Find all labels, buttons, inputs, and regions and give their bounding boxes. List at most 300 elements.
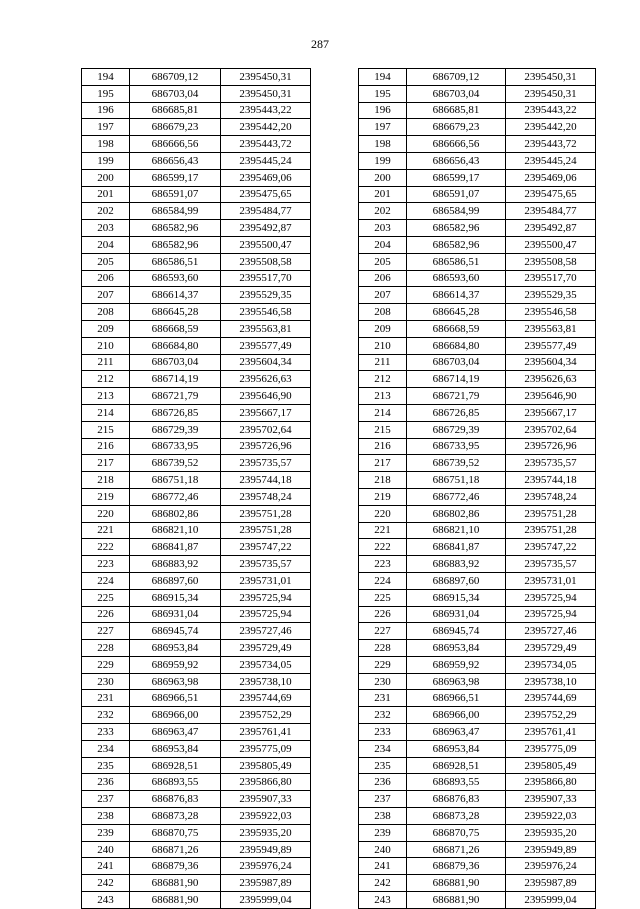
left-y-coordinate-cell: 2395751,28	[221, 505, 311, 522]
table-row	[82, 102, 596, 119]
page-number: 287	[311, 37, 329, 51]
column-gap	[311, 724, 359, 741]
column-gap	[311, 858, 359, 875]
right-point-number-cell: 206	[359, 270, 407, 287]
right-point-number-cell: 233	[359, 724, 407, 741]
right-x-coordinate-cell: 686668,59	[407, 320, 506, 337]
right-x-coordinate-cell: 686915,34	[407, 589, 506, 606]
left-y-coordinate-cell: 2395747,22	[221, 539, 311, 556]
left-y-coordinate-cell: 2395577,49	[221, 337, 311, 354]
left-x-coordinate-cell: 686897,60	[130, 572, 221, 589]
left-x-coordinate-cell: 686584,99	[130, 203, 221, 220]
left-point-number-cell: 194	[82, 69, 130, 86]
left-y-coordinate-cell: 2395702,64	[221, 421, 311, 438]
right-point-number-cell: 243	[359, 892, 407, 909]
left-x-coordinate-cell: 686684,80	[130, 337, 221, 354]
left-y-coordinate-cell: 2395735,57	[221, 455, 311, 472]
left-point-number-cell: 217	[82, 455, 130, 472]
right-x-coordinate-cell: 686586,51	[407, 253, 506, 270]
left-y-coordinate-cell: 2395546,58	[221, 304, 311, 321]
left-y-coordinate-cell: 2395949,89	[221, 841, 311, 858]
column-gap	[311, 388, 359, 405]
table-row	[82, 404, 596, 421]
right-x-coordinate-cell: 686772,46	[407, 488, 506, 505]
left-y-coordinate-cell: 2395775,09	[221, 740, 311, 757]
left-y-coordinate-cell: 2395667,17	[221, 404, 311, 421]
column-gap	[311, 892, 359, 909]
column-gap	[311, 102, 359, 119]
column-gap	[311, 186, 359, 203]
right-y-coordinate-cell: 2395747,22	[506, 539, 596, 556]
left-y-coordinate-cell: 2395508,58	[221, 253, 311, 270]
right-x-coordinate-cell: 686721,79	[407, 388, 506, 405]
left-y-coordinate-cell: 2395748,24	[221, 488, 311, 505]
column-gap	[311, 455, 359, 472]
table-row	[82, 690, 596, 707]
right-x-coordinate-cell: 686928,51	[407, 757, 506, 774]
table-row	[82, 656, 596, 673]
left-y-coordinate-cell: 2395976,24	[221, 858, 311, 875]
right-point-number-cell: 224	[359, 572, 407, 589]
column-gap	[311, 623, 359, 640]
table-row	[82, 808, 596, 825]
left-x-coordinate-cell: 686582,96	[130, 236, 221, 253]
table-row	[82, 724, 596, 741]
table-row	[82, 707, 596, 724]
column-gap	[311, 270, 359, 287]
right-y-coordinate-cell: 2395731,01	[506, 572, 596, 589]
right-y-coordinate-cell: 2395751,28	[506, 522, 596, 539]
right-x-coordinate-cell: 686963,98	[407, 673, 506, 690]
right-point-number-cell: 227	[359, 623, 407, 640]
right-point-number-cell: 220	[359, 505, 407, 522]
left-point-number-cell: 242	[82, 875, 130, 892]
table-row	[82, 236, 596, 253]
left-point-number-cell: 201	[82, 186, 130, 203]
left-y-coordinate-cell: 2395563,81	[221, 320, 311, 337]
right-y-coordinate-cell: 2395751,28	[506, 505, 596, 522]
table-row	[82, 640, 596, 657]
right-y-coordinate-cell: 2395744,18	[506, 472, 596, 489]
table-row	[82, 371, 596, 388]
table-row	[82, 824, 596, 841]
left-point-number-cell: 195	[82, 85, 130, 102]
table-row	[82, 505, 596, 522]
left-x-coordinate-cell: 686709,12	[130, 69, 221, 86]
table-row	[82, 354, 596, 371]
left-point-number-cell: 196	[82, 102, 130, 119]
left-point-number-cell: 215	[82, 421, 130, 438]
right-x-coordinate-cell: 686963,47	[407, 724, 506, 741]
left-x-coordinate-cell: 686893,55	[130, 774, 221, 791]
table-row	[82, 757, 596, 774]
left-x-coordinate-cell: 686656,43	[130, 152, 221, 169]
right-x-coordinate-cell: 686656,43	[407, 152, 506, 169]
left-point-number-cell: 223	[82, 556, 130, 573]
column-gap	[311, 320, 359, 337]
left-point-number-cell: 207	[82, 287, 130, 304]
left-point-number-cell: 230	[82, 673, 130, 690]
right-point-number-cell: 242	[359, 875, 407, 892]
left-y-coordinate-cell: 2395626,63	[221, 371, 311, 388]
left-x-coordinate-cell: 686582,96	[130, 220, 221, 237]
left-x-coordinate-cell: 686821,10	[130, 522, 221, 539]
left-x-coordinate-cell: 686751,18	[130, 472, 221, 489]
right-point-number-cell: 231	[359, 690, 407, 707]
left-point-number-cell: 233	[82, 724, 130, 741]
left-x-coordinate-cell: 686703,04	[130, 354, 221, 371]
table-row	[82, 539, 596, 556]
right-point-number-cell: 210	[359, 337, 407, 354]
column-gap	[311, 841, 359, 858]
right-x-coordinate-cell: 686645,28	[407, 304, 506, 321]
right-x-coordinate-cell: 686966,51	[407, 690, 506, 707]
right-point-number-cell: 207	[359, 287, 407, 304]
column-gap	[311, 438, 359, 455]
right-x-coordinate-cell: 686953,84	[407, 640, 506, 657]
left-y-coordinate-cell: 2395450,31	[221, 69, 311, 86]
right-y-coordinate-cell: 2395500,47	[506, 236, 596, 253]
column-gap	[311, 539, 359, 556]
right-y-coordinate-cell: 2395729,49	[506, 640, 596, 657]
table-row	[82, 589, 596, 606]
left-point-number-cell: 225	[82, 589, 130, 606]
right-x-coordinate-cell: 686739,52	[407, 455, 506, 472]
column-gap	[311, 740, 359, 757]
left-y-coordinate-cell: 2395805,49	[221, 757, 311, 774]
right-y-coordinate-cell: 2395450,31	[506, 69, 596, 86]
column-gap	[311, 287, 359, 304]
right-x-coordinate-cell: 686959,92	[407, 656, 506, 673]
table-row	[82, 875, 596, 892]
right-point-number-cell: 217	[359, 455, 407, 472]
right-y-coordinate-cell: 2395976,24	[506, 858, 596, 875]
right-y-coordinate-cell: 2395727,46	[506, 623, 596, 640]
left-x-coordinate-cell: 686593,60	[130, 270, 221, 287]
right-point-number-cell: 194	[359, 69, 407, 86]
right-x-coordinate-cell: 686871,26	[407, 841, 506, 858]
right-point-number-cell: 241	[359, 858, 407, 875]
right-x-coordinate-cell: 686685,81	[407, 102, 506, 119]
table-row	[82, 472, 596, 489]
right-x-coordinate-cell: 686881,90	[407, 892, 506, 909]
left-point-number-cell: 214	[82, 404, 130, 421]
table-row	[82, 791, 596, 808]
table-row	[82, 304, 596, 321]
right-point-number-cell: 222	[359, 539, 407, 556]
right-x-coordinate-cell: 686881,90	[407, 875, 506, 892]
right-y-coordinate-cell: 2395517,70	[506, 270, 596, 287]
left-x-coordinate-cell: 686966,51	[130, 690, 221, 707]
left-y-coordinate-cell: 2395443,22	[221, 102, 311, 119]
right-point-number-cell: 213	[359, 388, 407, 405]
column-gap	[311, 220, 359, 237]
right-y-coordinate-cell: 2395443,22	[506, 102, 596, 119]
left-y-coordinate-cell: 2395529,35	[221, 287, 311, 304]
left-y-coordinate-cell: 2395866,80	[221, 774, 311, 791]
table-row	[82, 186, 596, 203]
table-row	[82, 270, 596, 287]
left-x-coordinate-cell: 686881,90	[130, 875, 221, 892]
right-x-coordinate-cell: 686870,75	[407, 824, 506, 841]
left-y-coordinate-cell: 2395907,33	[221, 791, 311, 808]
left-point-number-cell: 240	[82, 841, 130, 858]
left-point-number-cell: 216	[82, 438, 130, 455]
left-point-number-cell: 220	[82, 505, 130, 522]
left-y-coordinate-cell: 2395731,01	[221, 572, 311, 589]
left-point-number-cell: 236	[82, 774, 130, 791]
right-y-coordinate-cell: 2395805,49	[506, 757, 596, 774]
right-point-number-cell: 198	[359, 136, 407, 153]
right-y-coordinate-cell: 2395702,64	[506, 421, 596, 438]
left-point-number-cell: 239	[82, 824, 130, 841]
left-point-number-cell: 204	[82, 236, 130, 253]
right-y-coordinate-cell: 2395443,72	[506, 136, 596, 153]
right-y-coordinate-cell: 2395725,94	[506, 606, 596, 623]
left-point-number-cell: 224	[82, 572, 130, 589]
right-x-coordinate-cell: 686945,74	[407, 623, 506, 640]
left-x-coordinate-cell: 686963,47	[130, 724, 221, 741]
column-gap	[311, 472, 359, 489]
right-point-number-cell: 223	[359, 556, 407, 573]
right-x-coordinate-cell: 686953,84	[407, 740, 506, 757]
table-row	[82, 69, 596, 86]
left-point-number-cell: 197	[82, 119, 130, 136]
right-x-coordinate-cell: 686751,18	[407, 472, 506, 489]
table-row	[82, 85, 596, 102]
right-x-coordinate-cell: 686883,92	[407, 556, 506, 573]
left-y-coordinate-cell: 2395725,94	[221, 589, 311, 606]
table-row	[82, 337, 596, 354]
column-gap	[311, 522, 359, 539]
table-row	[82, 455, 596, 472]
column-gap	[311, 824, 359, 841]
right-x-coordinate-cell: 686599,17	[407, 169, 506, 186]
right-point-number-cell: 229	[359, 656, 407, 673]
table-row	[82, 152, 596, 169]
left-y-coordinate-cell: 2395729,49	[221, 640, 311, 657]
right-y-coordinate-cell: 2395508,58	[506, 253, 596, 270]
left-y-coordinate-cell: 2395999,04	[221, 892, 311, 909]
right-y-coordinate-cell: 2395935,20	[506, 824, 596, 841]
table-row	[82, 572, 596, 589]
table-row	[82, 892, 596, 909]
left-x-coordinate-cell: 686772,46	[130, 488, 221, 505]
left-x-coordinate-cell: 686802,86	[130, 505, 221, 522]
left-y-coordinate-cell: 2395443,72	[221, 136, 311, 153]
right-y-coordinate-cell: 2395529,35	[506, 287, 596, 304]
left-x-coordinate-cell: 686666,56	[130, 136, 221, 153]
column-gap	[311, 589, 359, 606]
left-x-coordinate-cell: 686945,74	[130, 623, 221, 640]
right-y-coordinate-cell: 2395546,58	[506, 304, 596, 321]
left-point-number-cell: 198	[82, 136, 130, 153]
right-x-coordinate-cell: 686684,80	[407, 337, 506, 354]
right-point-number-cell: 239	[359, 824, 407, 841]
column-gap	[311, 236, 359, 253]
left-point-number-cell: 231	[82, 690, 130, 707]
column-gap	[311, 572, 359, 589]
right-y-coordinate-cell: 2395469,06	[506, 169, 596, 186]
right-point-number-cell: 204	[359, 236, 407, 253]
right-point-number-cell: 201	[359, 186, 407, 203]
column-gap	[311, 304, 359, 321]
left-point-number-cell: 199	[82, 152, 130, 169]
left-point-number-cell: 212	[82, 371, 130, 388]
table-row	[82, 136, 596, 153]
right-point-number-cell: 196	[359, 102, 407, 119]
right-x-coordinate-cell: 686876,83	[407, 791, 506, 808]
table-row	[82, 203, 596, 220]
left-point-number-cell: 226	[82, 606, 130, 623]
right-point-number-cell: 214	[359, 404, 407, 421]
column-gap	[311, 774, 359, 791]
right-y-coordinate-cell: 2395442,20	[506, 119, 596, 136]
left-x-coordinate-cell: 686739,52	[130, 455, 221, 472]
right-x-coordinate-cell: 686893,55	[407, 774, 506, 791]
left-point-number-cell: 232	[82, 707, 130, 724]
right-y-coordinate-cell: 2395922,03	[506, 808, 596, 825]
right-point-number-cell: 225	[359, 589, 407, 606]
left-x-coordinate-cell: 686591,07	[130, 186, 221, 203]
table-row	[82, 421, 596, 438]
right-y-coordinate-cell: 2395775,09	[506, 740, 596, 757]
right-y-coordinate-cell: 2395604,34	[506, 354, 596, 371]
right-y-coordinate-cell: 2395949,89	[506, 841, 596, 858]
left-point-number-cell: 229	[82, 656, 130, 673]
table-row	[82, 119, 596, 136]
left-point-number-cell: 235	[82, 757, 130, 774]
right-y-coordinate-cell: 2395626,63	[506, 371, 596, 388]
table-row	[82, 774, 596, 791]
left-point-number-cell: 237	[82, 791, 130, 808]
right-x-coordinate-cell: 686582,96	[407, 236, 506, 253]
right-x-coordinate-cell: 686591,07	[407, 186, 506, 203]
right-x-coordinate-cell: 686726,85	[407, 404, 506, 421]
left-point-number-cell: 213	[82, 388, 130, 405]
right-point-number-cell: 199	[359, 152, 407, 169]
right-point-number-cell: 232	[359, 707, 407, 724]
left-point-number-cell: 202	[82, 203, 130, 220]
left-x-coordinate-cell: 686915,34	[130, 589, 221, 606]
left-x-coordinate-cell: 686703,04	[130, 85, 221, 102]
column-gap	[311, 673, 359, 690]
right-x-coordinate-cell: 686841,87	[407, 539, 506, 556]
right-y-coordinate-cell: 2395646,90	[506, 388, 596, 405]
right-point-number-cell: 236	[359, 774, 407, 791]
column-gap	[311, 690, 359, 707]
column-gap	[311, 656, 359, 673]
left-point-number-cell: 200	[82, 169, 130, 186]
left-y-coordinate-cell: 2395935,20	[221, 824, 311, 841]
right-x-coordinate-cell: 686703,04	[407, 354, 506, 371]
right-x-coordinate-cell: 686873,28	[407, 808, 506, 825]
left-x-coordinate-cell: 686729,39	[130, 421, 221, 438]
right-point-number-cell: 226	[359, 606, 407, 623]
right-x-coordinate-cell: 686614,37	[407, 287, 506, 304]
column-gap	[311, 152, 359, 169]
left-x-coordinate-cell: 686928,51	[130, 757, 221, 774]
right-point-number-cell: 235	[359, 757, 407, 774]
left-x-coordinate-cell: 686721,79	[130, 388, 221, 405]
column-gap	[311, 421, 359, 438]
right-point-number-cell: 202	[359, 203, 407, 220]
left-point-number-cell: 203	[82, 220, 130, 237]
right-point-number-cell: 200	[359, 169, 407, 186]
left-y-coordinate-cell: 2395646,90	[221, 388, 311, 405]
right-y-coordinate-cell: 2395577,49	[506, 337, 596, 354]
column-gap	[311, 119, 359, 136]
right-y-coordinate-cell: 2395761,41	[506, 724, 596, 741]
right-y-coordinate-cell: 2395744,69	[506, 690, 596, 707]
left-y-coordinate-cell: 2395727,46	[221, 623, 311, 640]
table-row	[82, 169, 596, 186]
right-point-number-cell: 221	[359, 522, 407, 539]
table-row	[82, 858, 596, 875]
left-point-number-cell: 222	[82, 539, 130, 556]
table-row	[82, 522, 596, 539]
table-row	[82, 253, 596, 270]
table-row	[82, 438, 596, 455]
left-y-coordinate-cell: 2395744,18	[221, 472, 311, 489]
column-gap	[311, 354, 359, 371]
left-point-number-cell: 209	[82, 320, 130, 337]
column-gap	[311, 85, 359, 102]
left-point-number-cell: 206	[82, 270, 130, 287]
column-gap	[311, 875, 359, 892]
left-point-number-cell: 227	[82, 623, 130, 640]
right-point-number-cell: 209	[359, 320, 407, 337]
right-x-coordinate-cell: 686966,00	[407, 707, 506, 724]
left-point-number-cell: 243	[82, 892, 130, 909]
column-gap	[311, 791, 359, 808]
left-y-coordinate-cell: 2395725,94	[221, 606, 311, 623]
right-x-coordinate-cell: 686666,56	[407, 136, 506, 153]
column-gap	[311, 203, 359, 220]
right-x-coordinate-cell: 686802,86	[407, 505, 506, 522]
left-point-number-cell: 228	[82, 640, 130, 657]
table-row	[82, 673, 596, 690]
left-y-coordinate-cell: 2395752,29	[221, 707, 311, 724]
column-gap	[311, 808, 359, 825]
left-y-coordinate-cell: 2395604,34	[221, 354, 311, 371]
left-y-coordinate-cell: 2395450,31	[221, 85, 311, 102]
left-y-coordinate-cell: 2395475,65	[221, 186, 311, 203]
right-y-coordinate-cell: 2395738,10	[506, 673, 596, 690]
right-point-number-cell: 203	[359, 220, 407, 237]
left-x-coordinate-cell: 686959,92	[130, 656, 221, 673]
right-point-number-cell: 212	[359, 371, 407, 388]
column-gap	[311, 606, 359, 623]
left-x-coordinate-cell: 686879,36	[130, 858, 221, 875]
left-x-coordinate-cell: 686714,19	[130, 371, 221, 388]
left-point-number-cell: 219	[82, 488, 130, 505]
left-y-coordinate-cell: 2395734,05	[221, 656, 311, 673]
left-x-coordinate-cell: 686870,75	[130, 824, 221, 841]
left-point-number-cell: 205	[82, 253, 130, 270]
right-y-coordinate-cell: 2395492,87	[506, 220, 596, 237]
right-y-coordinate-cell: 2395987,89	[506, 875, 596, 892]
right-y-coordinate-cell: 2395563,81	[506, 320, 596, 337]
right-x-coordinate-cell: 686897,60	[407, 572, 506, 589]
right-x-coordinate-cell: 686584,99	[407, 203, 506, 220]
table-row	[82, 320, 596, 337]
right-point-number-cell: 238	[359, 808, 407, 825]
column-gap	[311, 707, 359, 724]
right-y-coordinate-cell: 2395748,24	[506, 488, 596, 505]
left-x-coordinate-cell: 686599,17	[130, 169, 221, 186]
right-point-number-cell: 216	[359, 438, 407, 455]
